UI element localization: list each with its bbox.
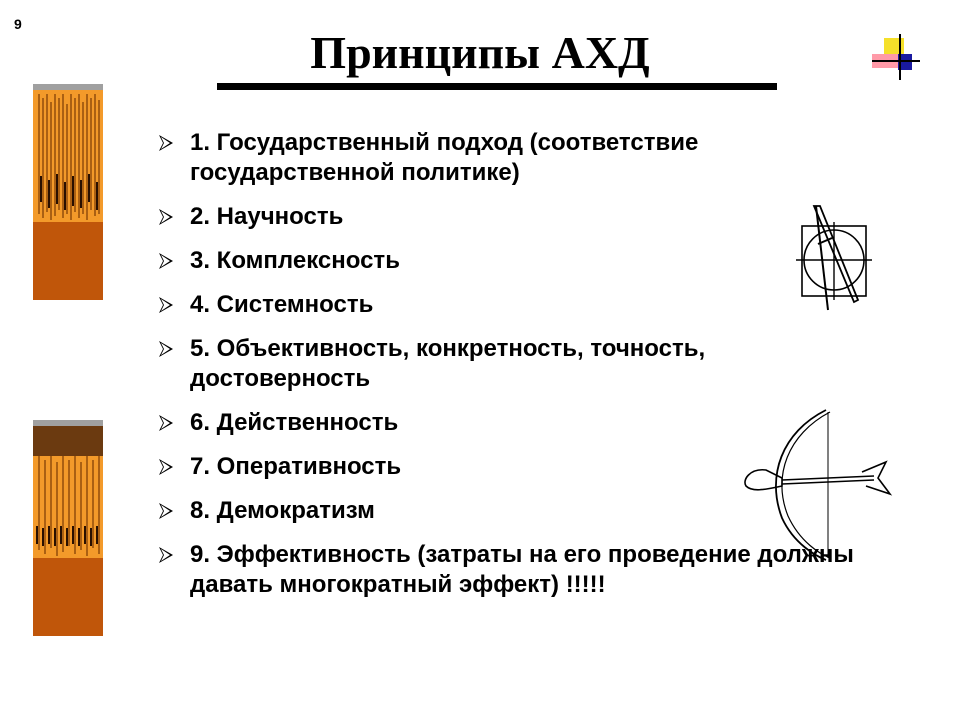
list-item — [157, 290, 887, 320]
list-item-text: 4. Системность — [190, 291, 374, 318]
chevron-arrow-icon — [157, 340, 175, 358]
chevron-arrow-icon — [157, 546, 175, 564]
list-item — [157, 540, 887, 600]
page-title: Принципы АХД — [310, 27, 650, 78]
color-squares-icon — [868, 34, 922, 82]
list-item — [157, 452, 887, 482]
chevron-arrow-icon — [157, 414, 175, 432]
chevron-arrow-icon — [157, 502, 175, 520]
list-item-text: 8. Демократизм — [190, 497, 375, 524]
principles-list — [157, 128, 887, 614]
list-item — [157, 128, 887, 188]
list-item — [157, 246, 887, 276]
list-item — [157, 334, 887, 394]
list-item — [157, 202, 887, 232]
list-item-text: 1. Государственный подход (соответствие государственной политике) — [190, 129, 699, 186]
title-underline — [217, 83, 777, 90]
list-item-text: 5. Объективность, конкретность, точность, достоверность — [190, 335, 706, 392]
list-item — [157, 408, 887, 438]
list-item-text: 3. Комплексность — [190, 247, 400, 274]
slide-number: 9 — [14, 16, 22, 32]
list-item-text: 9. Эффективность (затраты на его проведение должны давать многократный эффект) !!!!! — [190, 541, 854, 598]
chevron-arrow-icon — [157, 458, 175, 476]
chevron-arrow-icon — [157, 208, 175, 226]
left-decoration-bottom — [33, 420, 103, 636]
list-item — [157, 496, 887, 526]
list-item-text: 7. Оперативность — [190, 453, 402, 480]
chevron-arrow-icon — [157, 296, 175, 314]
left-decoration-top — [33, 84, 103, 300]
chevron-arrow-icon — [157, 134, 175, 152]
list-item-text: 6. Действенность — [190, 409, 399, 436]
chevron-arrow-icon — [157, 252, 175, 270]
list-item-text: 2. Научность — [190, 203, 344, 230]
